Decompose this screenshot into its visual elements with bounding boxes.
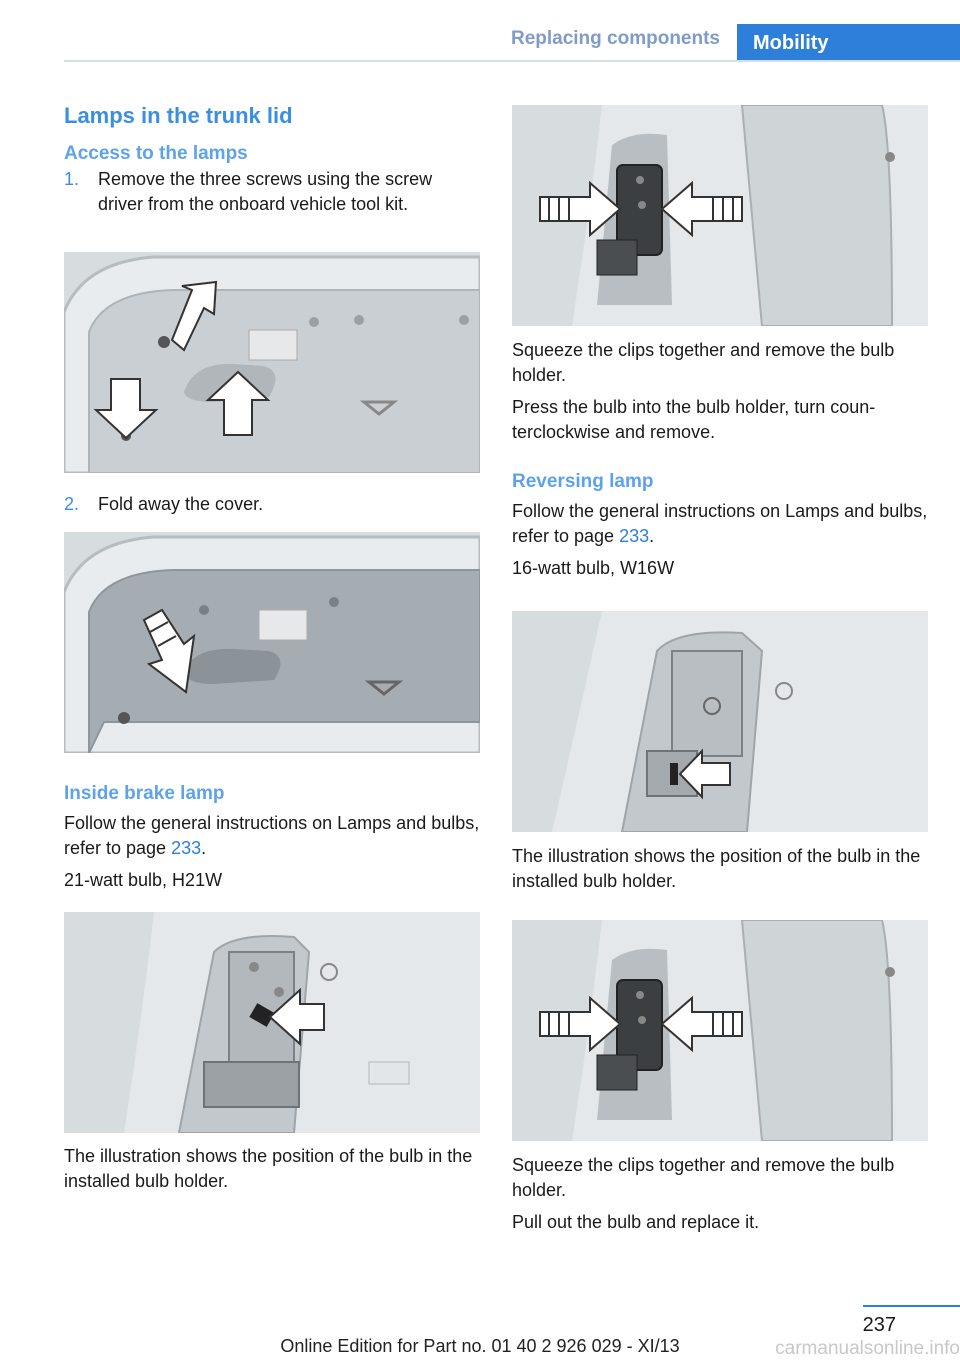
header-rule — [64, 60, 960, 62]
brake-lamp-block — [64, 783, 480, 893]
squeeze-clips-text-2: Squeeze the clips together and remove the bulb holder. — [512, 1155, 895, 1200]
right-text-block-2 — [512, 1153, 928, 1235]
press-bulb-text: Press the bulb into the bulb holder, turn coun‐terclockwise and remove. — [512, 397, 876, 442]
pull-bulb-text: Pull out the bulb and replace it. — [512, 1212, 760, 1232]
section-title: Lamps in the trunk lid — [64, 103, 293, 128]
right-text-block-1 — [512, 338, 928, 581]
reversing-lamp-bulb-type: 16-watt bulb, W16W — [512, 558, 675, 578]
step-number: 2. — [64, 494, 80, 514]
step-text: Fold away the cover. — [98, 494, 264, 514]
reversing-lamp-caption: The illustration shows the position of the bulb in the installed bulb holder. — [512, 846, 921, 891]
watermark: carmanualsonline.info — [775, 1338, 960, 1359]
left-column — [64, 103, 480, 217]
text: . — [201, 838, 207, 858]
brake-lamp-bulb-type: 21-watt bulb, H21W — [64, 870, 223, 890]
figure-fold-cover — [64, 532, 480, 753]
reversing-lamp-heading: Reversing lamp — [512, 471, 654, 492]
left-step-2-block — [64, 492, 480, 517]
step-2 — [64, 492, 480, 517]
brake-lamp-instructions — [64, 811, 480, 861]
page-link[interactable]: 233 — [619, 526, 650, 546]
text: . — [649, 526, 655, 546]
figure-squeeze-clips-2 — [512, 920, 928, 1141]
brake-caption-block — [64, 1144, 480, 1194]
header-section-title: Replacing components — [510, 28, 720, 49]
brake-lamp-heading: Inside brake lamp — [64, 783, 225, 804]
page-link[interactable]: 233 — [171, 838, 202, 858]
access-heading: Access to the lamps — [64, 143, 248, 164]
header-chapter-tab: Mobility — [737, 24, 960, 62]
step-number: 1. — [64, 169, 80, 189]
step-1 — [64, 167, 480, 217]
figure-trunk-lid-screws — [64, 252, 480, 473]
figure-reversing-lamp-bulb — [512, 611, 928, 832]
brake-lamp-caption: The illustration shows the position of the bulb in the installed bulb holder. — [64, 1146, 473, 1191]
reversing-caption-block — [512, 844, 928, 894]
figure-brake-lamp-bulb — [64, 912, 480, 1133]
squeeze-clips-text: Squeeze the clips together and remove the bulb holder. — [512, 340, 895, 385]
figure-squeeze-clips-1 — [512, 105, 928, 326]
page-number-rule — [863, 1305, 960, 1307]
edition-footer: Online Edition for Part no. 01 40 2 926 029 - XI/13 — [280, 1336, 680, 1356]
text: Follow the general instructions on Lamps and bulbs, refer to page — [512, 501, 928, 546]
page-number: 237 — [862, 1314, 896, 1336]
text: Follow the general instructions on Lamps and bulbs, refer to page — [64, 813, 480, 858]
reversing-lamp-instructions — [512, 499, 928, 549]
step-text: Remove the three screws using the screw driver from the onboard vehicle tool kit. — [98, 169, 433, 214]
